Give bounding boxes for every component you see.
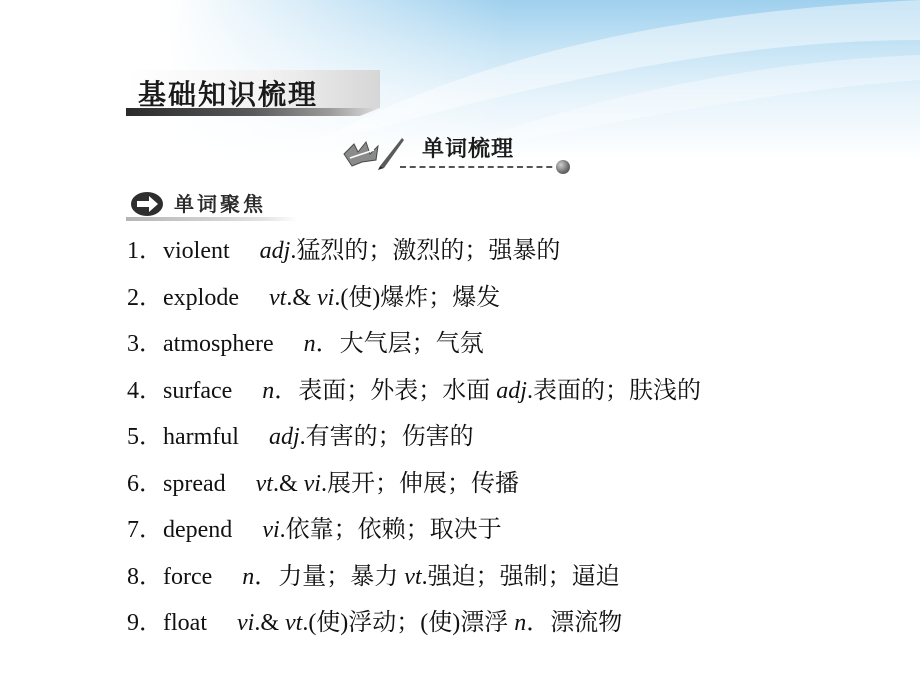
vocab-number: 7． xyxy=(127,517,163,543)
vocab-number: 2． xyxy=(127,284,163,311)
vocab-word: spread xyxy=(163,470,226,497)
vocab-definition xyxy=(269,424,474,450)
definition-text: .& xyxy=(254,610,285,636)
part-of-speech: n xyxy=(262,377,275,404)
part-of-speech: n xyxy=(242,563,255,590)
vocab-item xyxy=(127,461,907,508)
subsection-title: 单词梳理 xyxy=(422,137,515,162)
definition-text: .(使)浮动；(使)漂浮 xyxy=(302,610,515,636)
part-of-speech: vi xyxy=(262,517,280,543)
vocab-definition xyxy=(269,285,500,311)
section-label-underline xyxy=(126,217,298,221)
definition-text: .依靠；依赖；取决于 xyxy=(279,517,502,543)
vocab-word: float xyxy=(163,610,207,636)
definition-text: ．表面；外表；水面 xyxy=(274,377,497,404)
vocab-number: 3． xyxy=(127,331,163,357)
vocab-number: 1． xyxy=(127,238,163,264)
vocab-item xyxy=(127,507,907,554)
vocab-item xyxy=(127,228,907,275)
definition-text: .猛烈的；激烈的；强暴的 xyxy=(290,238,561,264)
part-of-speech: vt xyxy=(255,470,273,497)
vocab-definition xyxy=(242,564,619,590)
dashed-divider xyxy=(400,166,562,168)
vocab-word: surface xyxy=(163,377,233,404)
part-of-speech: n xyxy=(303,331,316,357)
section-label xyxy=(126,184,306,224)
definition-text: ．力量；暴力 xyxy=(254,563,405,590)
main-header xyxy=(126,70,380,118)
leaf-pen-icon xyxy=(340,132,406,172)
vocab-item xyxy=(127,600,907,647)
vocab-number: 4． xyxy=(127,377,163,404)
definition-text: .展开；伸展；传播 xyxy=(320,470,519,497)
vocab-definition xyxy=(260,238,561,264)
definition-text: .(使)爆炸；爆发 xyxy=(334,284,501,311)
definition-text: ．漂流物 xyxy=(526,610,623,636)
vocab-item xyxy=(127,554,907,601)
part-of-speech: n xyxy=(514,610,527,636)
definition-text: .表面的；肤浅的 xyxy=(526,377,701,404)
part-of-speech: vi xyxy=(316,284,335,311)
vocab-definition xyxy=(262,517,501,543)
vocab-word: atmosphere xyxy=(163,331,274,357)
vocabulary-list xyxy=(127,228,907,647)
vocab-item xyxy=(127,414,907,461)
vocab-number: 8． xyxy=(127,563,163,590)
definition-text: .强迫；强制；逼迫 xyxy=(421,563,620,590)
definition-text: .有害的；伤害的 xyxy=(299,424,474,450)
definition-text: .& xyxy=(286,284,317,311)
vocab-number: 9． xyxy=(127,610,163,636)
part-of-speech: vt xyxy=(404,563,422,590)
part-of-speech: adj xyxy=(268,424,300,450)
page-title: 基础知识梳理 xyxy=(138,78,319,111)
definition-text: .& xyxy=(272,470,304,497)
vocab-definition xyxy=(256,471,519,497)
arrow-bullet-icon xyxy=(130,190,164,218)
vocab-item xyxy=(127,321,907,368)
subsection-header xyxy=(340,128,574,176)
part-of-speech: vi xyxy=(303,470,321,497)
vocab-definition xyxy=(262,378,701,404)
vocab-definition xyxy=(237,610,622,636)
vocab-item xyxy=(127,275,907,322)
section-label-text: 单词聚焦 xyxy=(174,192,266,216)
part-of-speech: vi xyxy=(236,610,255,636)
part-of-speech: vt xyxy=(284,610,303,636)
vocab-word: harmful xyxy=(163,424,239,450)
definition-text: ．大气层；气氛 xyxy=(315,331,484,357)
vocab-item xyxy=(127,368,907,415)
vocab-word: depend xyxy=(163,517,233,543)
part-of-speech: vt xyxy=(268,284,287,311)
vocab-word: violent xyxy=(163,238,230,264)
vocab-word: explode xyxy=(163,284,239,311)
vocab-number: 5． xyxy=(127,424,163,450)
vocab-number: 6． xyxy=(127,470,163,497)
divider-end-dot xyxy=(556,160,570,174)
part-of-speech: adj xyxy=(496,377,527,404)
vocab-word: force xyxy=(163,563,213,590)
part-of-speech: adj xyxy=(259,238,291,264)
vocab-definition xyxy=(304,331,484,357)
